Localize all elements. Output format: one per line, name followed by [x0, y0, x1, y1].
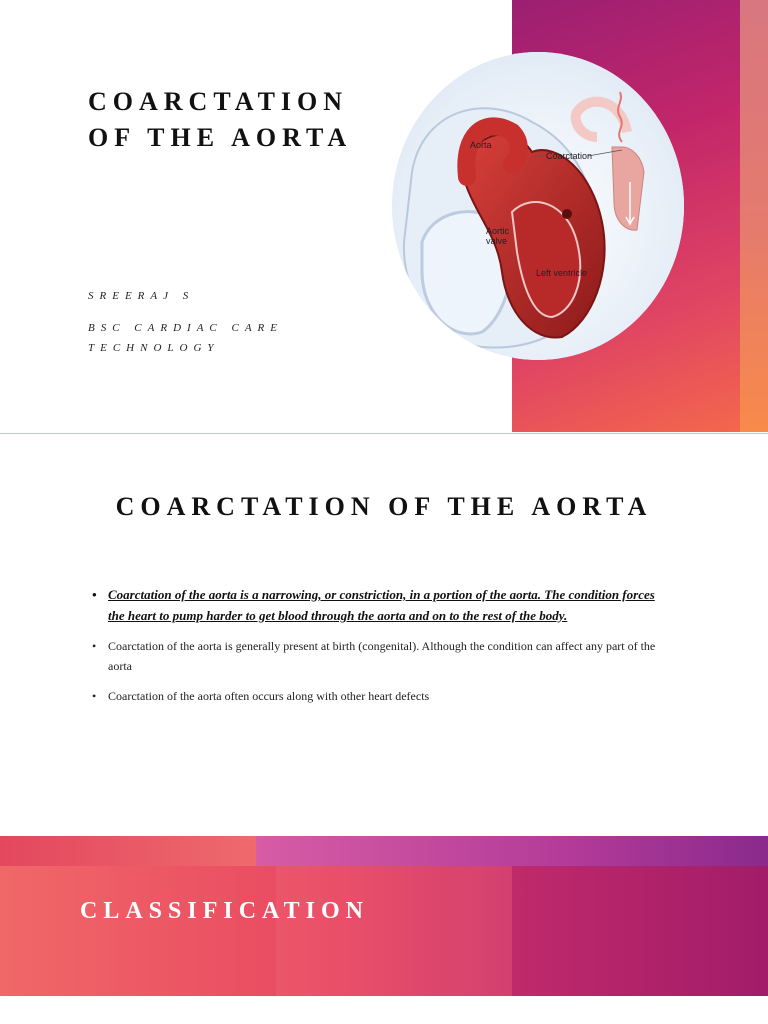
bullet-text: Coarctation of the aorta often occurs along with other heart defects: [108, 689, 430, 703]
banner-middle-block: [276, 866, 512, 996]
heart-diagram: [392, 52, 684, 360]
gradient-edge-strip: [740, 0, 768, 432]
bullet-text: Coarctation of the aorta is generally present at birth (congenital). Although the condition can affect any part of the aorta: [108, 639, 656, 673]
definition-slide: [0, 433, 768, 837]
bullet-text: Coarctation of the aorta is a narrowing, or constriction, in a portion of the aorta. The condition forces the heart to pump harder to get blood through the aorta and on to the rest of the body.: [108, 587, 655, 623]
slide-title-line1: COARCTATION: [88, 87, 349, 116]
list-item: [92, 636, 672, 676]
list-item: [92, 686, 672, 706]
valve-opening-shape: [562, 209, 572, 219]
heart-illustration: [392, 52, 684, 360]
bullet-icon: •: [92, 639, 97, 653]
program-line1: BSC CARDIAC CARE: [88, 322, 283, 334]
label-coarctation: Coarctation: [546, 151, 593, 161]
label-valve: valve: [486, 236, 508, 246]
slide-title-line2: OF THE AORTA: [88, 123, 353, 152]
top-bar-right: [256, 836, 768, 866]
bullet-icon: •: [92, 689, 97, 703]
label-aorta: Aorta: [470, 140, 492, 150]
top-bar-left: [0, 836, 256, 866]
program-name: [88, 318, 328, 358]
label-left-ventricle: Left ventricle: [536, 268, 588, 278]
banner-right-block: [512, 866, 768, 996]
section-slide: [0, 836, 768, 1024]
author-name: SREERAJ S: [88, 290, 195, 302]
slide-heading: COARCTATION OF THE AORTA: [115, 492, 653, 521]
list-item: [92, 584, 672, 626]
title-slide: [0, 0, 768, 432]
section-title: CLASSIFICATION: [80, 898, 369, 924]
slide-title: [88, 84, 352, 156]
bullet-list: [92, 584, 672, 716]
bullet-icon: •: [92, 587, 97, 602]
label-aortic: Aortic: [486, 226, 510, 236]
program-line2: TECHNOLOGY: [88, 342, 220, 354]
